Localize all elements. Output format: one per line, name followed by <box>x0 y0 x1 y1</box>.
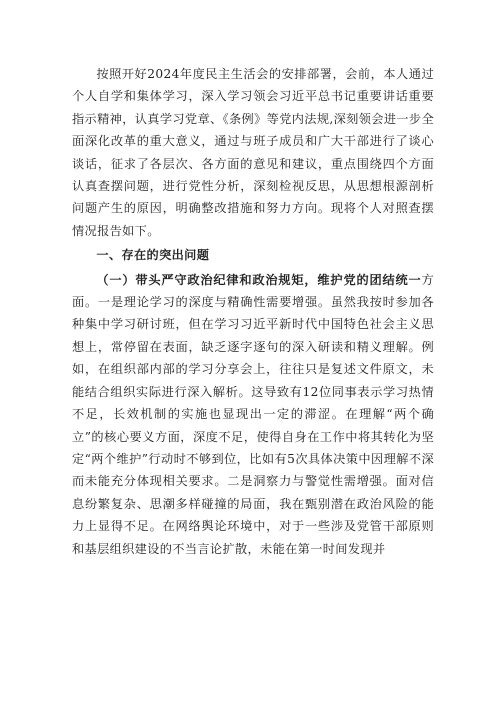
section-heading-problems: 一、存在的突出问题 <box>96 248 210 263</box>
intro-paragraph: 按照开好2024年度民主生活会的安排部署，会前，本人通过个人自学和集体学习，深入学习领会习近平总书记重要讲话重要指示精神，认真学习党章、《条例》等党内法规,深刻领会进一步全面深化改革的重大意义，通过与班子成员和广大干部进行了谈心谈话，征求了各层次、各方面的意见和建议，重点围绕四个方面认真查摆问题，进行党性分析，深刻检视反思，从思想根源剖析问题产生的原因，明确整改措施和努力方向。现将个人对照查摆情况报告如下。 <box>72 67 434 238</box>
subsection-body: 方面。一是理论学习的深度与精确性需要增强。虽然我按时参加各种集中学习研讨班，但在学习习近平新时代中国特色社会主义思想上，常停留在表面，缺乏逐字逐句的深入研读和精义理解。例如，在组织部内部的学习分享会上，往往只是复述文件原文，未能结合组织实际进行深入解析。这导致有12位同事表示学习热情不足，长效机制的实施也显现出一定的滞涩。在理解“两个确立”的核心要义方面，深度不足，使得自身在工作中将其转化为坚定“两个维护”行动时不够到位，比如有5次具体决策中因理解不深而未能充分体现相关要求。二是洞察力与警觉性需增强。面对信息纷繁复杂、思潮多样碰撞的局面，我在甄别潜在政治风险的能力上显得不足。在网络舆论环境中，对于一些涉及党管干部原则和基层组织建设的不当言论扩散，未能在第一时间发现并 <box>72 272 434 556</box>
subsection-title: （一）带头严守政治纪律和政治规矩，维护党的团结统一 <box>96 272 422 287</box>
subsection-paragraph <box>72 269 434 560</box>
